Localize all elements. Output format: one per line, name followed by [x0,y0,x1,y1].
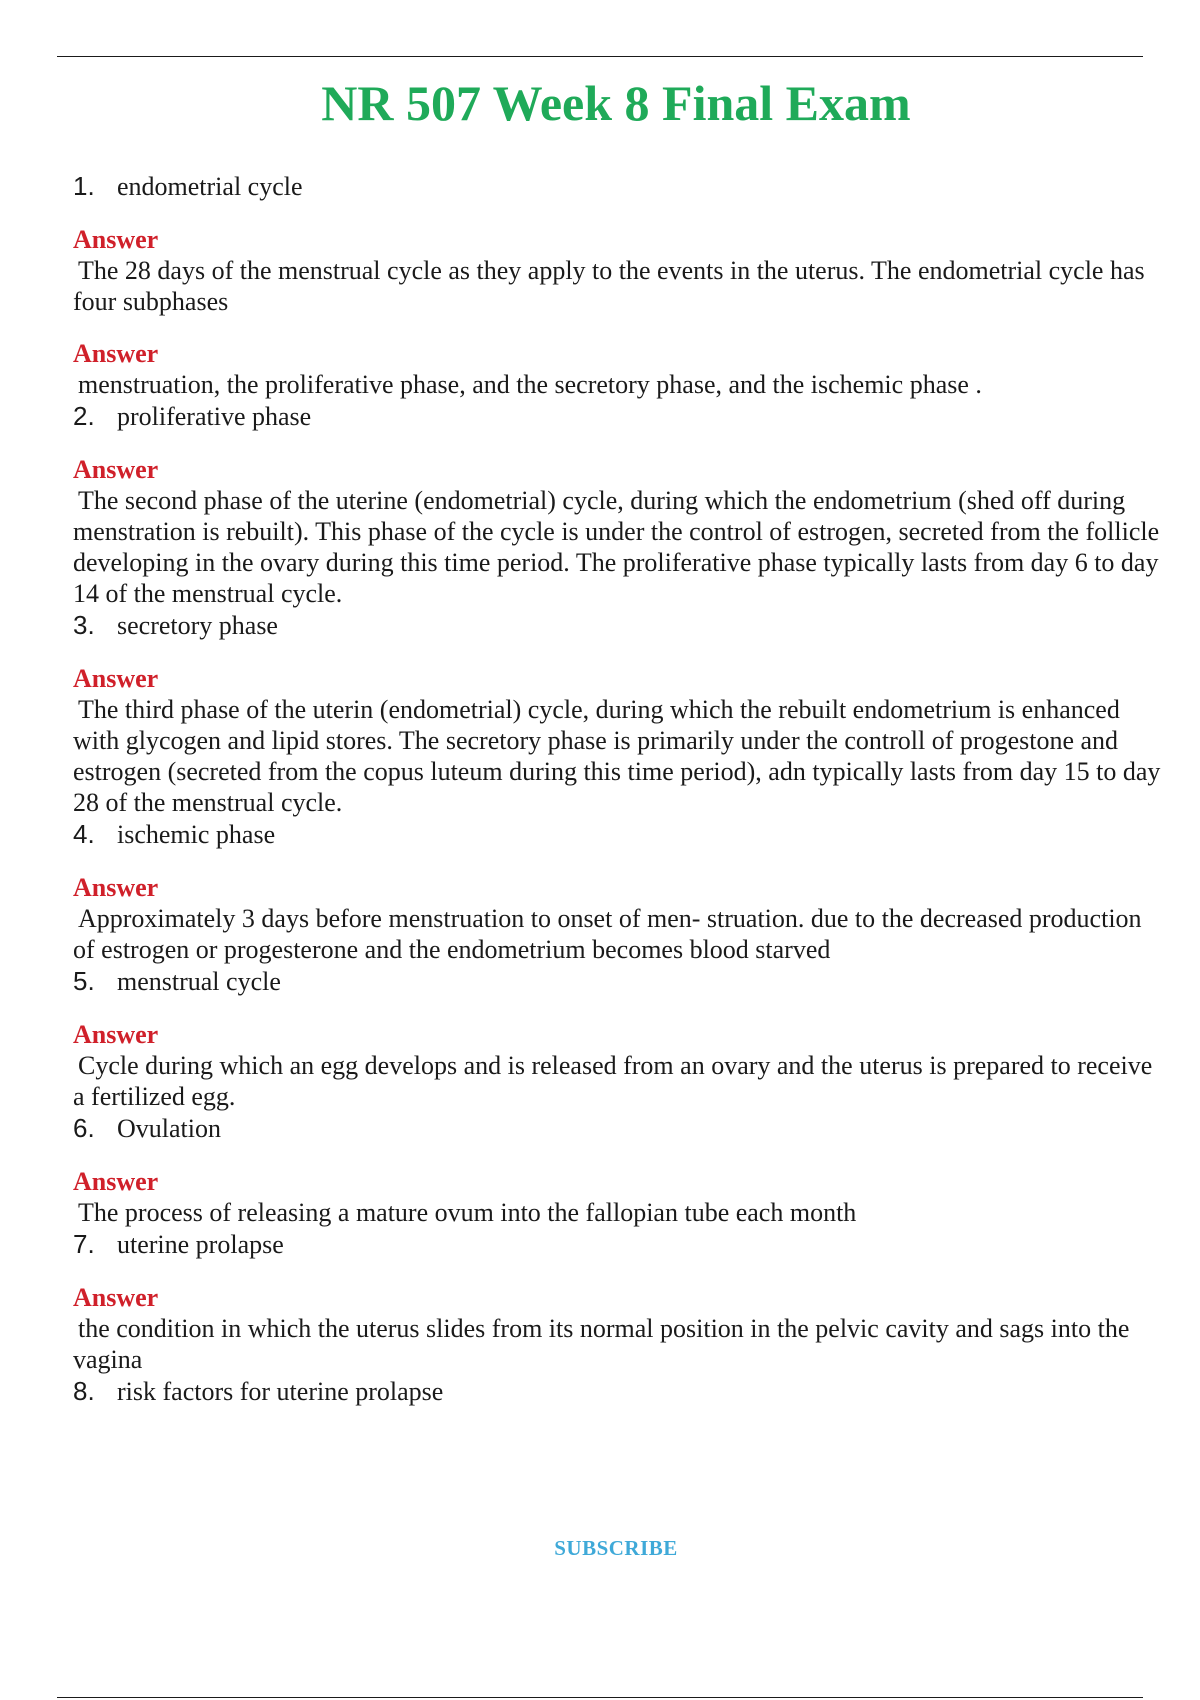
subscribe-link[interactable]: SUBSCRIBE [554,1536,678,1560]
question-number: 3. [73,610,95,640]
answer-label: Answer [73,339,159,368]
answer-block [73,664,1163,818]
question-list [73,170,1163,1408]
question-number: 2. [73,401,95,431]
answer-block [73,1283,1163,1375]
question-number: 1. [73,171,95,201]
question-item [73,818,1163,965]
answer-text: Cycle during which an egg develops and is released from an ovary and the uterus is prepared to receive a fertilized egg. [73,1051,1153,1111]
question-number: 7. [73,1229,95,1259]
answer-label: Answer [73,225,159,254]
question-line [73,1228,1163,1261]
document-title: NR 507 Week 8 Final Exam [321,75,911,131]
answer-block [73,455,1163,609]
answer-text: The third phase of the uterin (endometrial) cycle, during which the rebuilt endometrium is enhanced with glycogen and lipid stores. The secretory phase is primarily under the controll of progestone and estrogen (secreted from the copus luteum during this time period), adn typically lasts from day 15 to day 28 of the menstrual cycle. [73,695,1161,817]
question-text: risk factors for uterine prolapse [117,1377,444,1406]
question-text: menstrual cycle [117,967,281,996]
answer-label: Answer [73,1020,159,1049]
question-item [73,1375,1163,1408]
question-item [73,1228,1163,1375]
question-line [73,1375,1163,1408]
top-rule [57,56,1143,57]
question-line [73,400,1163,433]
question-text: endometrial cycle [117,172,303,201]
answer-label: Answer [73,455,159,484]
question-item [73,170,1163,400]
answer-text: The process of releasing a mature ovum into the fallopian tube each month [78,1198,857,1227]
answer-label: Answer [73,873,159,902]
answer-text: the condition in which the uterus slides from its normal position in the pelvic cavity and sags into the vagina [73,1314,1130,1374]
question-item [73,400,1163,609]
question-text: Ovulation [117,1114,221,1143]
answer-label: Answer [73,664,159,693]
question-text: uterine prolapse [117,1230,284,1259]
question-text: secretory phase [117,611,278,640]
question-line [73,1112,1163,1145]
answer-block [73,1020,1163,1112]
question-item [73,609,1163,818]
question-line [73,965,1163,998]
question-item [73,965,1163,1112]
answer-label: Answer [73,1283,159,1312]
answer-block [73,1167,1163,1228]
question-number: 5. [73,966,95,996]
answer-text: The 28 days of the menstrual cycle as they apply to the events in the uterus. The endometrial cycle has four subphases [73,256,1145,316]
answer-block [73,339,1163,400]
question-text: proliferative phase [117,402,312,431]
question-line [73,170,1163,203]
question-line [73,609,1163,642]
question-number: 6. [73,1113,95,1143]
answer-label: Answer [73,1167,159,1196]
answer-text: Approximately 3 days before menstruation to onset of men- struation. due to the decreased production of estrogen or progesterone and the endometrium becomes blood starved [73,904,1142,964]
answer-block [73,225,1163,317]
question-number: 4. [73,819,95,849]
answer-block [73,873,1163,965]
question-number: 8. [73,1376,95,1406]
answer-text: The second phase of the uterine (endometrial) cycle, during which the endometrium (shed off during menstration is rebuilt). This phase of the cycle is under the control of estrogen, secreted from the follicle developing in the ovary during this time period. The proliferative phase typically lasts from day 6 to day 14 of the menstrual cycle. [73,486,1160,608]
question-line [73,818,1163,851]
question-item [73,1112,1163,1228]
bottom-rule [57,1697,1143,1698]
question-text: ischemic phase [117,820,276,849]
answer-text: menstruation, the proliferative phase, and the secretory phase, and the ischemic phase . [78,370,982,399]
